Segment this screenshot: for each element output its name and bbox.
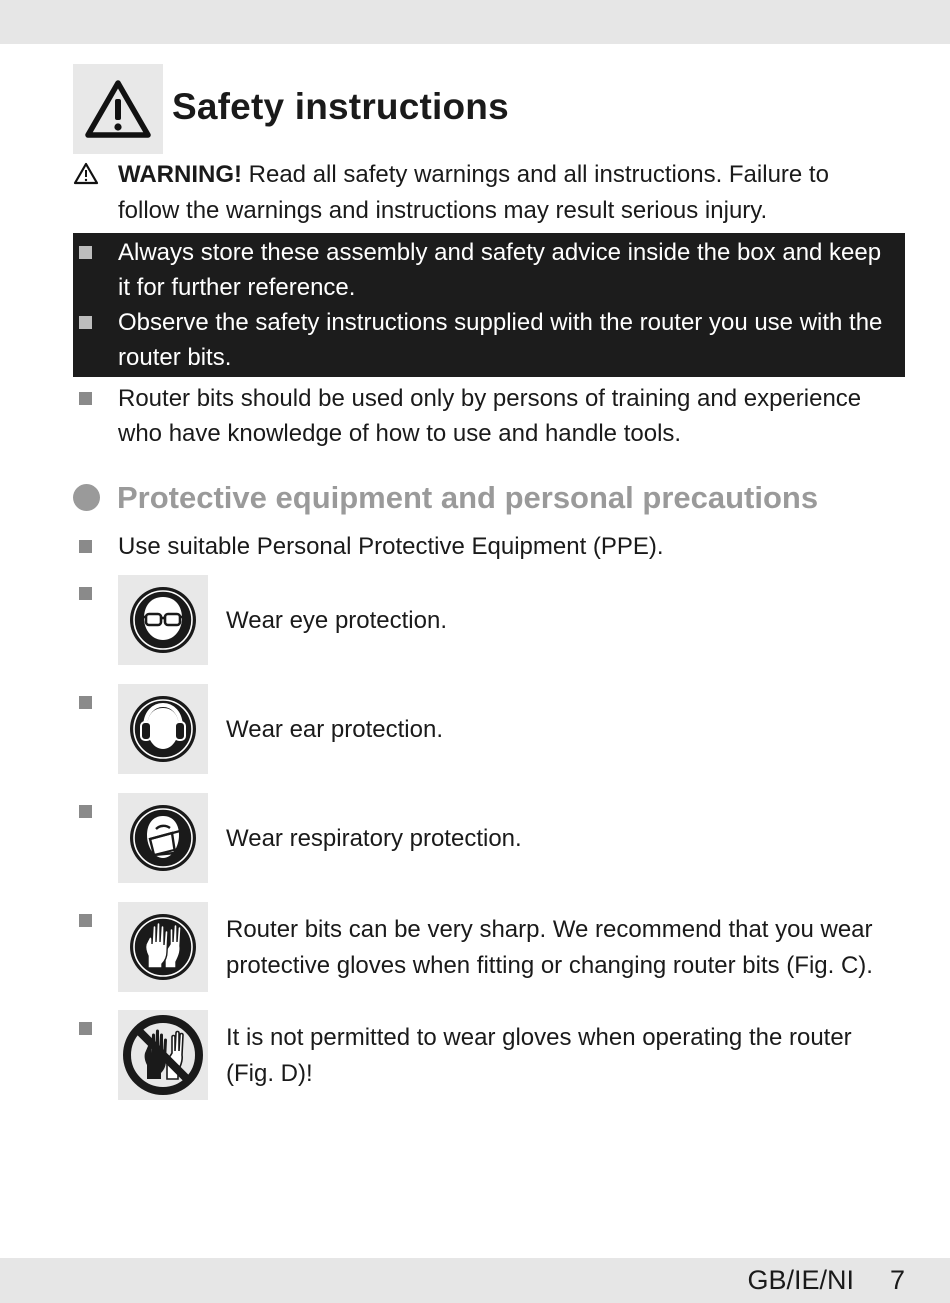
- ppe-item-no-gloves: [73, 1010, 903, 1100]
- bullet-text: Router bits should be used only by persons of training and experience who have knowledge of how to use and handle tools.: [118, 385, 862, 447]
- footer: [747, 1265, 905, 1296]
- highlighted-bullet: [73, 305, 903, 375]
- bullet-square: [79, 316, 92, 329]
- warning-paragraph: [73, 157, 893, 229]
- bullet-square: [79, 392, 92, 405]
- ppe-item-text: Wear ear protection.: [226, 716, 443, 743]
- warning-label: WARNING!: [118, 161, 242, 188]
- ppe-item-gloves: [73, 902, 903, 992]
- bullet-square: [79, 540, 92, 553]
- bullet-text: Use suitable Personal Protective Equipment (PPE).: [118, 533, 664, 560]
- warning-small-icon: [73, 161, 99, 187]
- eye-protection-icon: [118, 575, 208, 665]
- bullet-text: Observe the safety instructions supplied with the router you use with the router bits.: [118, 309, 883, 371]
- page-title: Safety instructions: [172, 86, 509, 127]
- bullet-square: [79, 1022, 92, 1035]
- highlighted-bullet: [73, 235, 893, 305]
- top-band: [0, 0, 950, 44]
- bullet-square: [79, 914, 92, 927]
- ear-protection-icon: [118, 684, 208, 774]
- bullet-square: [79, 805, 92, 818]
- bullet-square: [79, 246, 92, 259]
- bullet-square: [79, 587, 92, 600]
- section-heading: Protective equipment and personal precautions: [73, 480, 818, 516]
- page-number: 7: [889, 1265, 905, 1295]
- footer-region: GB/IE/NI: [747, 1265, 854, 1295]
- ppe-item-text: Wear eye protection.: [226, 607, 448, 634]
- ppe-item-text: It is not permitted to wear gloves when operating the router (Fig. D)!: [226, 1024, 852, 1087]
- ppe-item-text: Wear respiratory protection.: [226, 825, 522, 852]
- ppe-item-text: Router bits can be very sharp. We recommend that you wear protective gloves when fitting or changing router bits (Fig. C).: [226, 916, 873, 979]
- bullet-square: [79, 696, 92, 709]
- ppe-item-respiratory: [73, 793, 903, 883]
- respiratory-protection-icon: [118, 793, 208, 883]
- list-item: [73, 529, 893, 564]
- warning-triangle-icon: [73, 64, 163, 154]
- ppe-item-eye: [73, 575, 903, 665]
- warning-text: Read all safety warnings and all instructions. Failure to follow the warnings and instructions may result serious injury.: [118, 161, 829, 224]
- bullet-text: Always store these assembly and safety advice inside the box and keep it for further reference.: [118, 239, 882, 301]
- section-bullet-dot: [73, 484, 100, 511]
- highlighted-notice-box: [73, 233, 905, 377]
- no-gloves-icon: [118, 1010, 208, 1100]
- list-item: [73, 381, 893, 451]
- gloves-icon: [118, 902, 208, 992]
- ppe-item-ear: [73, 684, 903, 774]
